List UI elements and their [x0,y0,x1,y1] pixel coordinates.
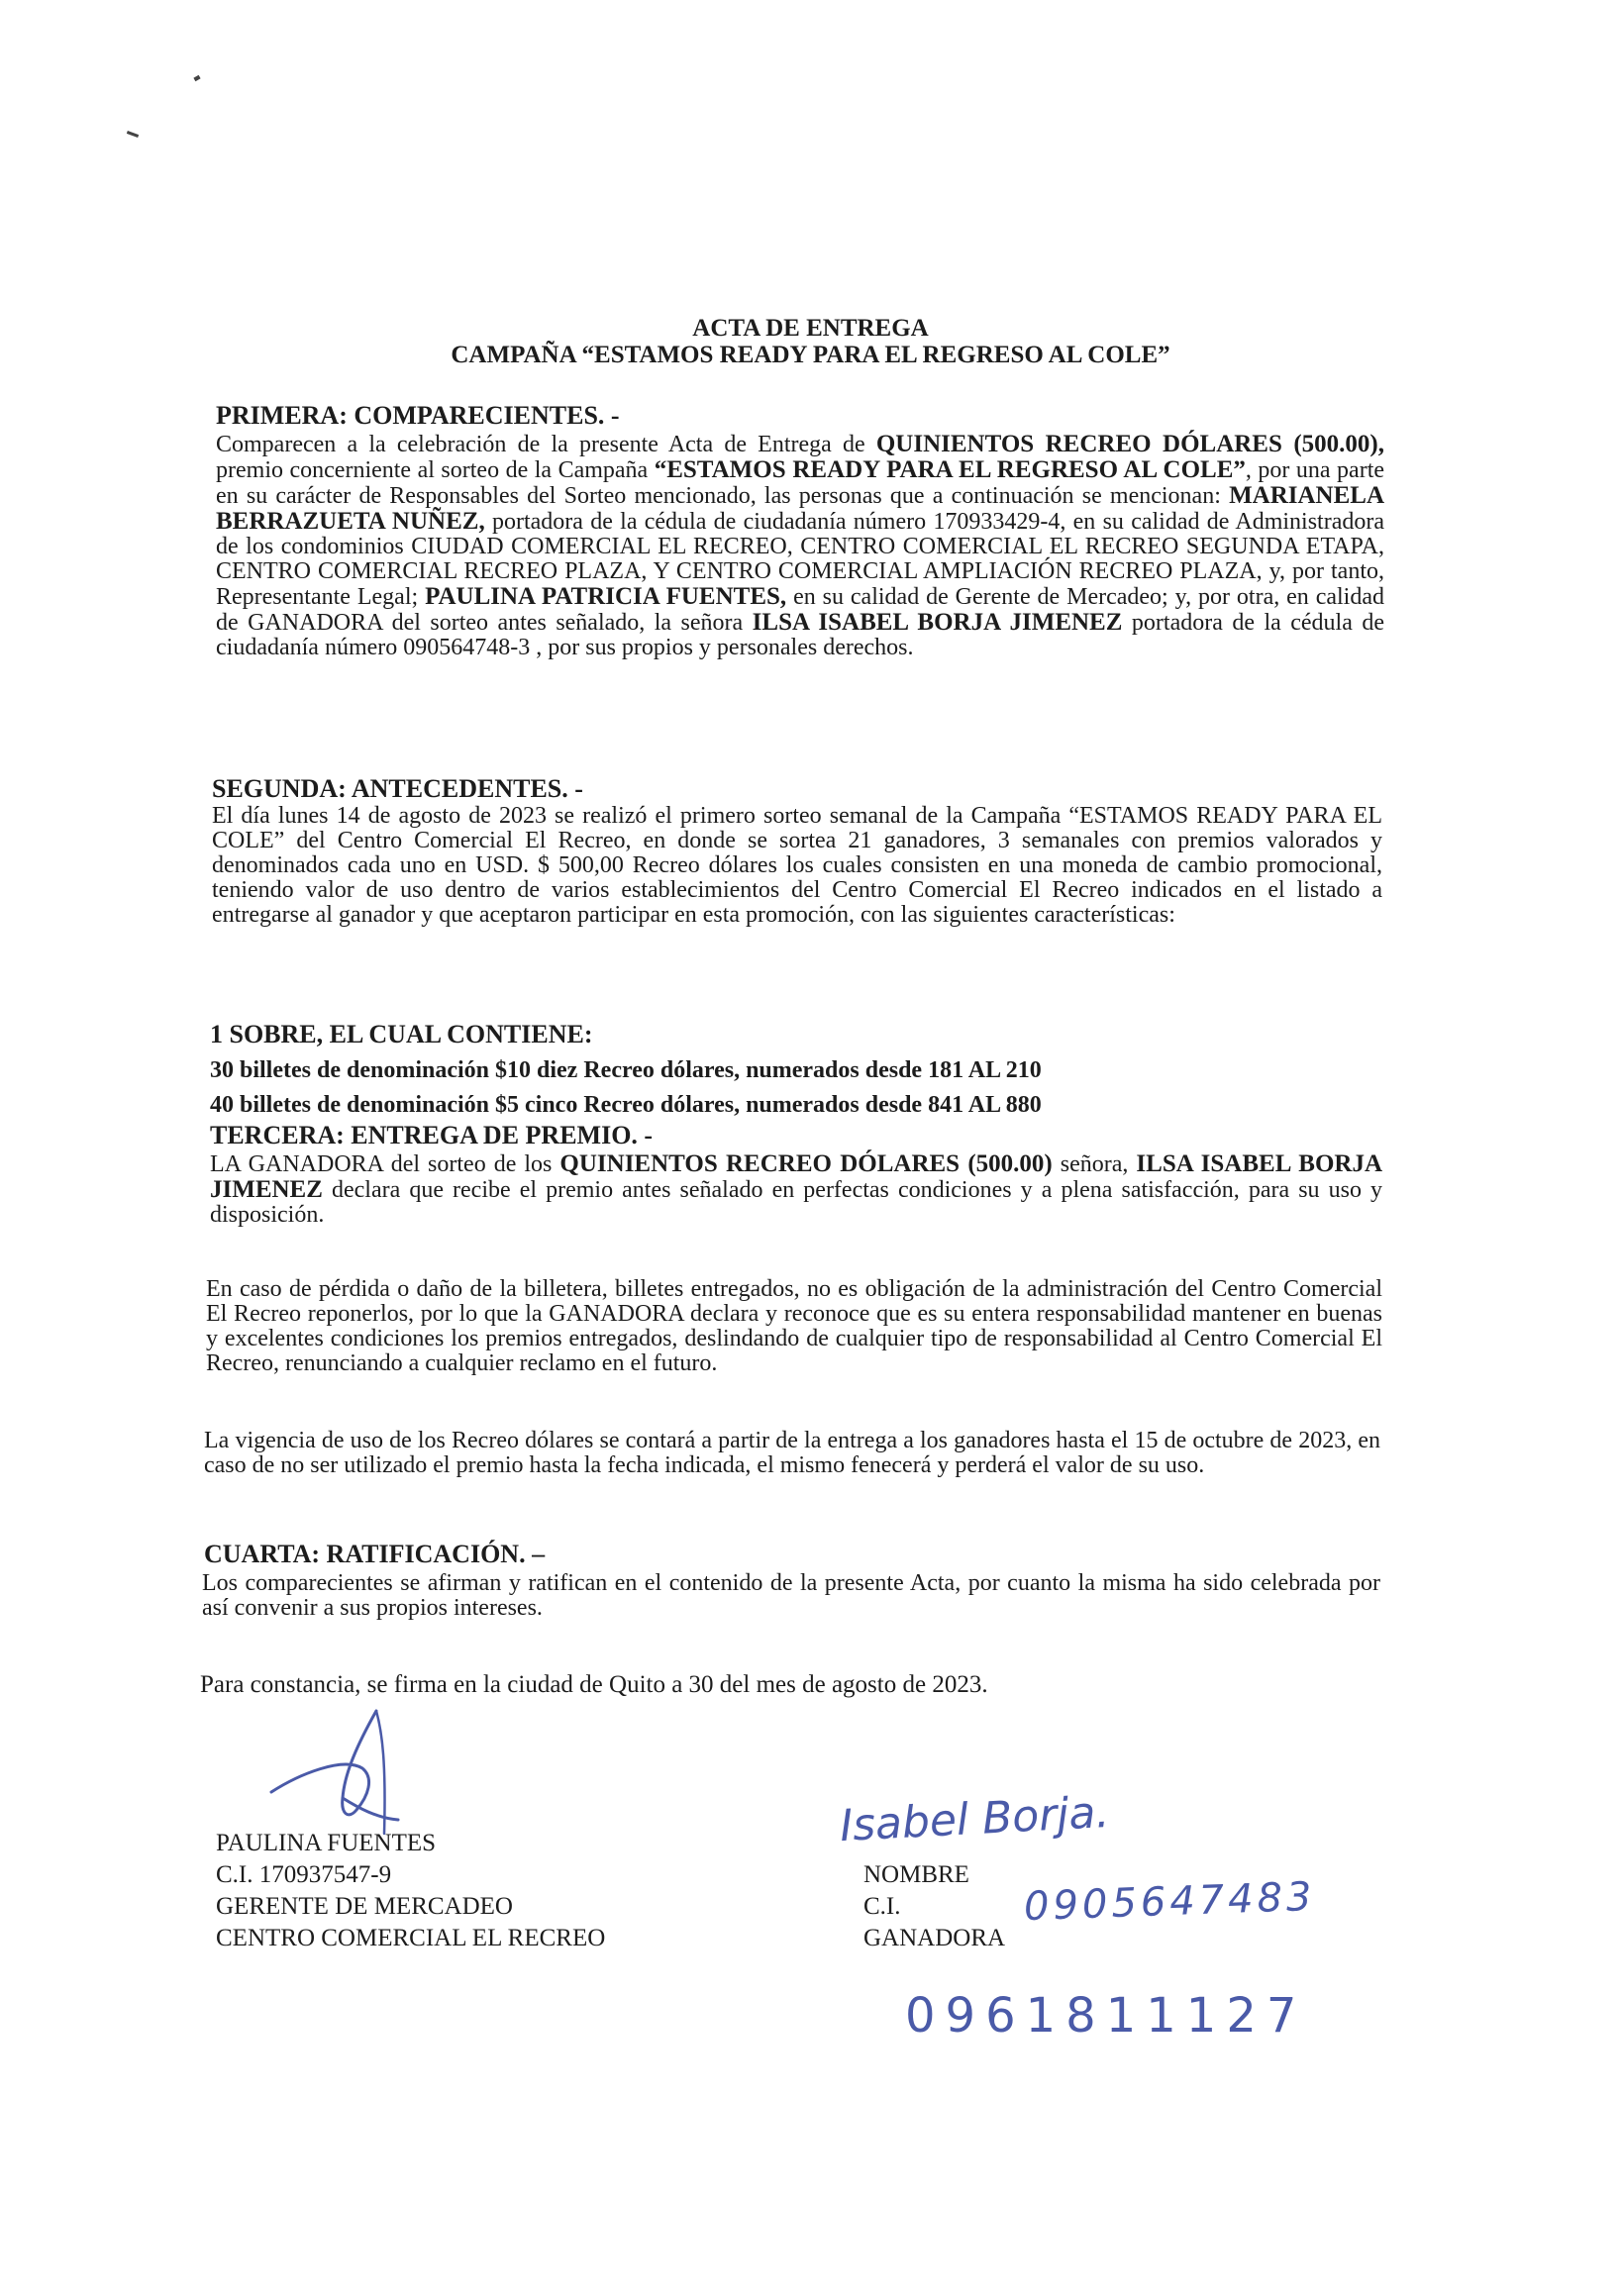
signer-role: GERENTE DE MERCADEO [216,1893,513,1920]
section-heading-segunda: SEGUNDA: ANTECEDENTES. - [212,774,583,803]
signature-block-right [863,1859,1005,1954]
handwritten-signature-name: Isabel Borja. [838,1786,1111,1852]
handwritten-id-number: 0905647483 [1023,1873,1317,1931]
signer-company: CENTRO COMERCIAL EL RECREO [216,1925,606,1951]
prize-amount: QUINIENTOS RECREO DÓLARES (500.00) [559,1150,1053,1177]
winner-id-label: C.I. [863,1893,901,1920]
closing-statement: Para constancia, se firma en la ciudad de Quito a 30 del mes de agosto de 2023. [200,1671,988,1698]
winner-name-label: NOMBRE [863,1861,969,1888]
signature-block-left [216,1828,605,1954]
tercera-paragraph-3: La vigencia de uso de los Recreo dólares se contará a partir de la entrega a los ganadores hasta el 15 de octubre de 2023, en caso de no ser utilizado el premio hasta la fecha indicada, el mismo fenecerá y perderá el valor de su uso. [204,1428,1380,1478]
tercera-paragraph-1: LA GANADORA del sorteo de los QUINIENTOS RECREO DÓLARES (500.00) señora, ILSA ISABEL BORJA JIMENEZ declara que recibe el premio antes señalado en perfectas condiciones y a plena satisfacción, para su uso y disposición. [210,1150,1383,1228]
segunda-paragraph: El día lunes 14 de agosto de 2023 se realizó el primero sorteo semanal de la Campaña “ESTAMOS READY PARA EL COLE” del Centro Comercial El Recreo, en donde se sortea 21 ganadores, 3 semanales con premios valorados y denominados cada uno en USD. $ 500,00 Recreo dólares los cuales consisten en una moneda de cambio promocional, teniendo valor de uso dentro de varios establecimientos del Centro Comercial El Recreo indicados en el listado a entregarse al ganador y que aceptaron participar en esta promoción, con las siguientes características: [212,803,1382,928]
section-heading-tercera: TERCERA: ENTREGA DE PREMIO. - [210,1121,654,1149]
winner-role: GANADORA [863,1925,1006,1951]
signer-name: PAULINA FUENTES [216,1830,437,1856]
bill-line-10: 30 billetes de denominación $10 diez Recreo dólares, numerados desde 181 AL 210 [210,1057,1042,1083]
envelope-heading: 1 SOBRE, EL CUAL CONTIENE: [210,1020,593,1048]
bill-line-5: 40 billetes de denominación $5 cinco Recreo dólares, numerados desde 841 AL 880 [210,1092,1042,1118]
cuarta-paragraph: Los comparecientes se afirman y ratifican en el contenido de la presente Acta, por cuanto la misma ha sido celebrada por así convenir a sus propios intereses. [202,1570,1380,1621]
winner-name: ILSA ISABEL BORJA JIMENEZ [210,1150,1382,1203]
signer-id: C.I. 170937547-9 [216,1861,392,1888]
section-heading-primera: PRIMERA: COMPARECIENTES. - [216,401,620,430]
document-subtitle: CAMPAÑA “ESTAMOS READY PARA EL REGRESO AL COLE” [451,342,1170,368]
scan-speck [127,131,139,138]
document-title: ACTA DE ENTREGA [692,315,929,342]
primera-paragraph: Comparecen a la celebración de la presente Acta de Entrega de QUINIENTOS RECREO DÓLARES (500.00), premio concerniente al sorteo de la Campaña “ESTAMOS READY PARA EL REGRESO AL COLE”, por una parte en su carácter de Responsables del Sorteo mencionado, las personas que a continuación se mencionan: MARIANELA BERRAZUETA NUÑEZ, portadora de la cédula de ciudadanía número 170933429-4, en su calidad de Administradora de los condominios CIUDAD COMERCIAL EL RECREO, CENTRO COMERCIAL EL RECREO SEGUNDA ETAPA, CENTRO COMERCIAL RECREO PLAZA, Y CENTRO COMERCIAL AMPLIACIÓN RECREO PLAZA, y, por tanto, Representante Legal; PAULINA PATRICIA FUENTES, en su calidad de Gerente de Mercadeo; y, por otra, en calidad de GANADORA del sorteo antes señalado, la señora ILSA ISABEL BORJA JIMENEZ portadora de la cédula de ciudadanía número 090564748-3 , por sus propios y personales derechos. [216,431,1385,660]
manager-name: PAULINA PATRICIA FUENTES, [425,583,787,610]
scan-speck [193,75,200,81]
signature-left [259,1703,438,1837]
campaign-name: “ESTAMOS READY PARA EL REGRESO AL COLE” [654,456,1246,483]
prize-amount: QUINIENTOS RECREO DÓLARES (500.00), [875,431,1384,457]
tercera-paragraph-2: En caso de pérdida o daño de la billetera, billetes entregados, no es obligación de la administración del Centro Comercial El Recreo reponerlos, por lo que la GANADORA declara y reconoce que es su entera responsabilidad mantener en buenas y excelentes condiciones los premios entregados, deslindando de cualquier tipo de responsabilidad al Centro Comercial El Recreo, renunciando a cualquier reclamo en el futuro. [206,1276,1382,1376]
section-heading-cuarta: CUARTA: RATIFICACIÓN. – [204,1540,546,1568]
administrator-name: MARIANELA BERRAZUETA NUÑEZ, [216,482,1385,535]
handwritten-phone-number: 0961811127 [905,1988,1307,2044]
winner-name: ILSA ISABEL BORJA JIMENEZ [752,609,1123,636]
